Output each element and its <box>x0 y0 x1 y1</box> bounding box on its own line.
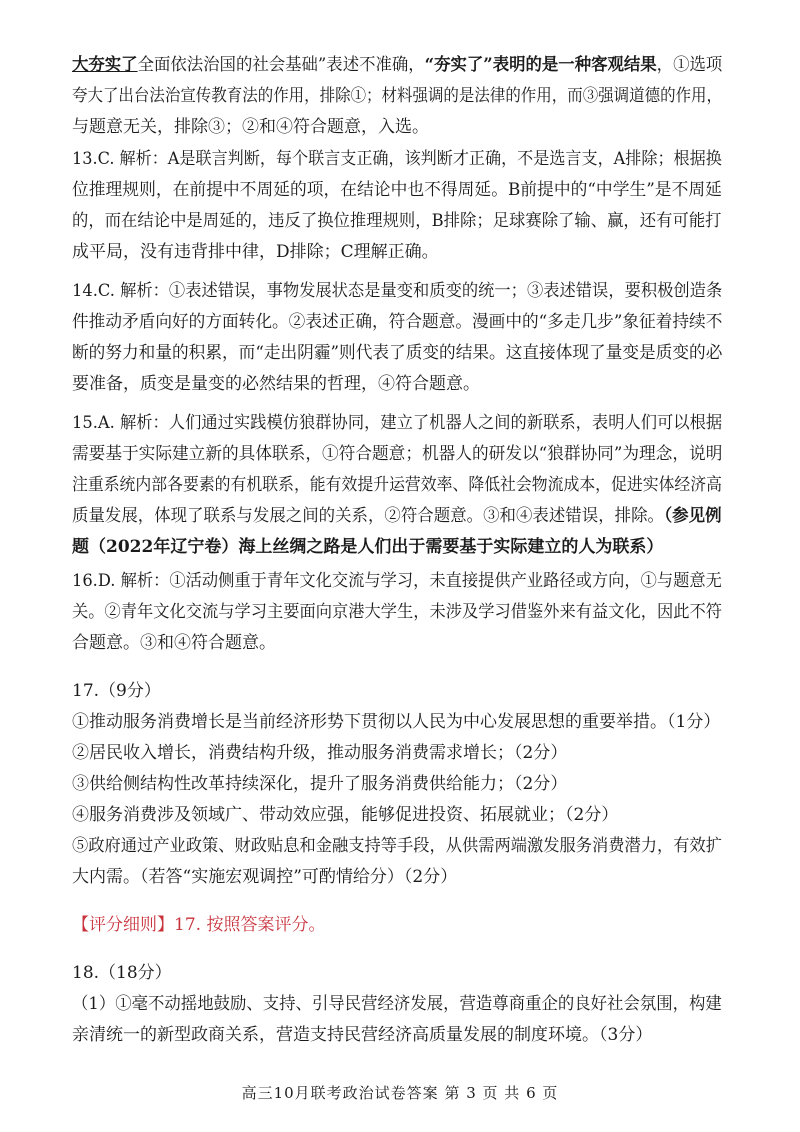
answer-18 <box>72 958 722 1051</box>
text-line: （1）①毫不动摇地鼓励、支持、引导民营经济发展，营造尊商重企的良好社会氛围，构建 <box>72 994 722 1014</box>
answer-point: 大内需。（若答“实施宏观调控”可酌情给分）（2分） <box>72 867 458 887</box>
text-line: 14.C. 解析：①表述错误，事物发展状态是量变和质变的统一；③表述错误，要积极创造条 <box>72 281 723 301</box>
text-segment: 质量发展，体现了联系与发展之间的关系，②符合题意。③和④表述错误，排除。 <box>72 506 664 526</box>
text-line: 与题意无关，排除③；②和④符合题意，入选。 <box>72 117 429 137</box>
question-header: 17.（9分） <box>72 681 161 701</box>
bold-phrase: “夯实了”表明的是一种客观结果 <box>424 55 657 75</box>
answer-15 <box>72 408 722 563</box>
answer-point: ⑤政府通过产业政策、财政贴息和金融支持等手段，从供需两端激发服务消费潜力，有效扩 <box>72 836 722 856</box>
answer-point: ②居民收入增长，消费结构升级，推动服务消费需求增长；（2分） <box>72 743 568 763</box>
text-segment: 全面依法治国的社会基础”表述不准确， <box>137 55 425 75</box>
text-line: 关。②青年文化交流与学习主要面向京港大学生，未涉及学习借鉴外来有益文化，因此不符 <box>72 602 722 622</box>
text-line: 16.D. 解析：①活动侧重于青年文化交流与学习，未直接提供产业路径或方向，①与题意无 <box>72 571 722 591</box>
bold-phrase: （参见例 <box>663 506 722 526</box>
text-line <box>72 50 723 81</box>
text-line: 成平局，没有违背排中律，D排除；C理解正确。 <box>72 242 439 262</box>
rubric-line: 【评分细则】17. 按照答案评分。 <box>72 915 326 935</box>
text-line: 15.A. 解析：人们通过实践模仿狼群协同，建立了机器人之间的新联系，表明人们可以根据 <box>72 413 723 433</box>
text-line: 合题意。③和④符合题意。 <box>72 633 276 653</box>
text-line: 夸大了出台法治宣传教育法的作用，排除①；材料强调的是法律的作用，而③强调道德的作用， <box>72 86 722 106</box>
intro-paragraph <box>72 50 722 143</box>
answer-point: ①推动服务消费增长是当前经济形势下贯彻以人民为中心发展思想的重要举措。（1分） <box>72 712 721 732</box>
text-line: 需要基于实际建立新的具体联系，①符合题意；机器人的研发以“狼群协同”为理念，说明 <box>72 444 723 464</box>
text-line <box>72 501 722 532</box>
question-header: 18.（18分） <box>72 963 172 983</box>
text-line: 要准备，质变是量变的必然结果的哲理，④符合题意。 <box>72 374 480 394</box>
underlined-phrase: 大夯实了 <box>72 55 138 75</box>
scoring-rubric <box>72 910 722 941</box>
answer-16 <box>72 566 722 659</box>
text-line: 断的努力和量的积累，而“走出阴霾”则代表了质变的结果。这直接体现了量变是质变的必 <box>72 343 723 363</box>
bold-line: 题（2022年辽宁卷）海上丝绸之路是人们出于需要基于实际建立的人为联系） <box>72 537 664 557</box>
text-segment: ，①选项 <box>656 55 723 75</box>
text-line: 位推理规则，在前提中不周延的项，在结论中也不得周延。B前提中的“中学生”是不周延 <box>72 180 722 200</box>
text-line: 亲清统一的新型政商关系，营造支持民营经济高质量发展的制度环境。（3分） <box>72 1025 653 1045</box>
text-line: 13.C. 解析：A是联言判断，每个联言支正确，该判断才正确，不是选言支，A排除；根据换 <box>72 149 722 169</box>
answer-point: ③供给侧结构性改革持续深化，提升了服务消费供给能力；（2分） <box>72 774 568 794</box>
answer-point: ④服务消费涉及领域广、带动效应强，能够促进投资、拓展就业；（2分） <box>72 805 619 825</box>
text-line: 注重系统内部各要素的有机联系，能有效提升运营效率、降低社会物流成本，促进实体经济高 <box>72 475 722 495</box>
answer-13 <box>72 144 722 268</box>
answer-17 <box>72 676 722 893</box>
page-footer: 高三10月联考政治试卷答案 第 3 页 共 6 页 <box>241 1084 559 1102</box>
answer-14 <box>72 276 722 400</box>
text-line: 的，而在结论中是周延的，违反了换位推理规则，B排除；足球赛除了输、赢，还有可能打 <box>72 211 722 231</box>
text-line: 件推动矛盾向好的方面转化。②表述正确，符合题意。漫画中的“多走几步”象征着持续不 <box>72 312 723 332</box>
